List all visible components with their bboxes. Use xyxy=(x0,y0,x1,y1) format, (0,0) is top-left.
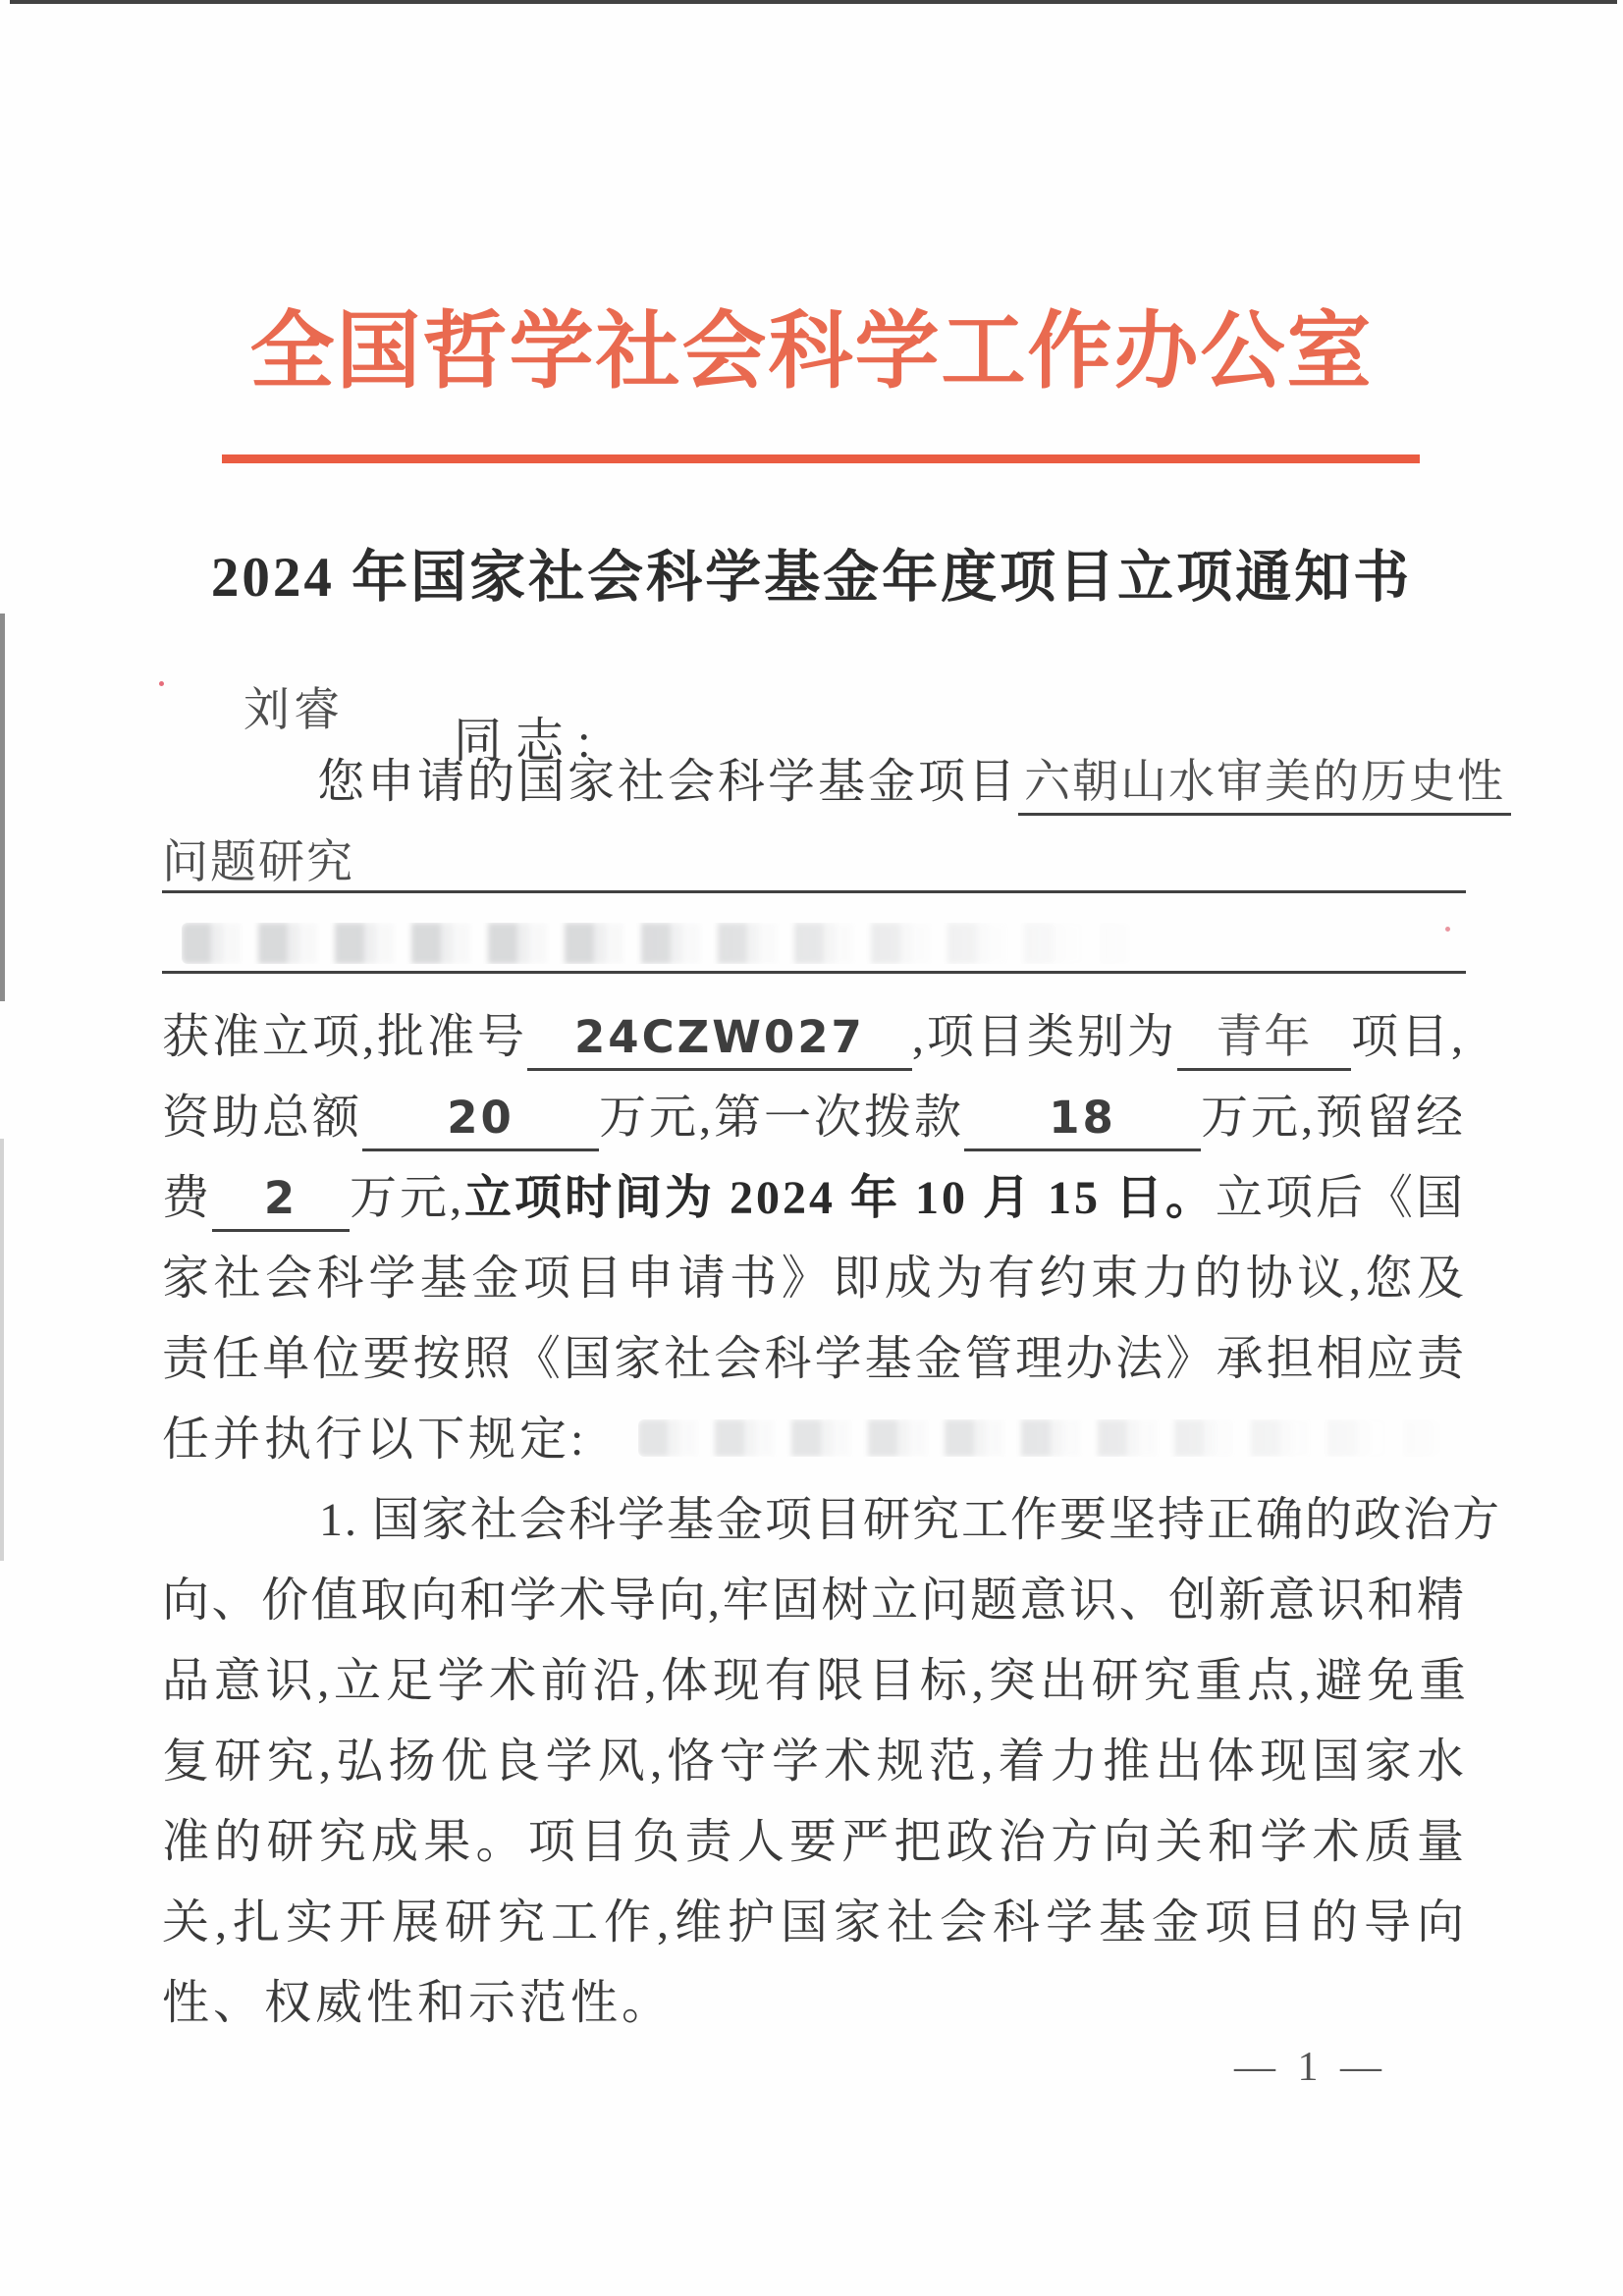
reserved-amount-blank xyxy=(212,1174,350,1232)
scan-edge-left-faint xyxy=(0,1139,4,1561)
reserve-label-1: 费 xyxy=(162,1172,213,1224)
paragraph1-line5: 准的研究成果。项目负责人要严把政治方向关和学术质量 xyxy=(162,1816,1466,1868)
paragraph1-line2: 向、价值取向和学术导向,牢固树立问题意识、创新意识和精 xyxy=(162,1575,1466,1627)
paragraph1-line1: 1. 国家社会科学基金项目研究工作要坚持正确的政治方 xyxy=(319,1494,1502,1546)
approval-number-value: 24CZW027 xyxy=(573,1011,865,1063)
paragraph1-line4: 复研究,弘扬优良学风,恪守学术规范,着力推出体现国家水 xyxy=(162,1735,1466,1788)
letterhead-divider-line xyxy=(222,454,1420,463)
approval-label-1: 获准立项,批准号 xyxy=(162,1011,528,1063)
red-speck xyxy=(159,681,164,686)
project-title-continuation-line xyxy=(162,832,1466,893)
letterhead-office-name: 全国哲学社会科学工作办公室 xyxy=(249,304,1374,399)
category-blank xyxy=(1177,1013,1351,1071)
ink-bleedthrough-smudge xyxy=(638,1419,1463,1457)
body-line-provisions-intro: 任并执行以下规定: xyxy=(162,1414,588,1466)
project-title-blank xyxy=(1018,758,1511,816)
project-title-part1: 六朝山水审美的历史性 xyxy=(1024,757,1506,808)
project-date-bold: 立项时间为 2024 年 10 月 15 日。 xyxy=(464,1172,1217,1224)
funding-label-1: 资助总额 xyxy=(162,1092,363,1144)
total-amount-blank xyxy=(362,1094,599,1151)
approval-label-3: 项目, xyxy=(1350,1011,1466,1063)
salutation-comrade: 同志: xyxy=(454,714,605,768)
recipient-name: 刘睿 xyxy=(243,685,344,736)
funding-label-3: 万元,预留经 xyxy=(1201,1092,1467,1144)
body-line-agreement-2: 责任单位要按照《国家社会科学基金管理办法》承担相应责 xyxy=(162,1333,1466,1385)
approval-label-2: ,项目类别为 xyxy=(911,1011,1177,1063)
page-number: — 1 — xyxy=(1234,2045,1387,2090)
reserve-line xyxy=(162,1168,1466,1229)
funding-label-2: 万元,第一次拨款 xyxy=(599,1092,965,1144)
ink-bleedthrough-smudge xyxy=(182,923,1144,964)
total-amount-value: 20 xyxy=(447,1092,514,1144)
paragraph1-line7: 性、权威性和示范性。 xyxy=(162,1977,674,2029)
document-title: 2024 年国家社会科学基金年度项目立项通知书 xyxy=(210,547,1413,609)
reserved-amount-value: 2 xyxy=(263,1172,298,1224)
body-line-agreement-1: 家社会科学基金项目申请书》即成为有约束力的协议,您及 xyxy=(162,1253,1466,1305)
funding-line xyxy=(162,1088,1466,1148)
reserve-label-2: 万元, xyxy=(350,1172,465,1224)
first-payment-blank xyxy=(964,1094,1201,1151)
scan-edge-left xyxy=(0,614,5,1001)
apply-line xyxy=(162,752,1506,813)
approval-line xyxy=(162,1007,1466,1068)
first-payment-value: 18 xyxy=(1049,1092,1116,1144)
paragraph1-line3: 品意识,立足学术前沿,体现有限目标,突出研究重点,避免重 xyxy=(162,1655,1466,1707)
category-value: 青年 xyxy=(1216,1012,1313,1063)
project-title-part2: 问题研究 xyxy=(162,837,354,888)
scan-edge-top xyxy=(10,0,1617,4)
paragraph1-line6: 关,扎实开展研究工作,维护国家社会科学基金项目的导向 xyxy=(162,1896,1466,1949)
apply-label: 您申请的国家社会科学基金项目 xyxy=(317,756,1019,808)
reserve-label-3: 立项后《国 xyxy=(1216,1172,1467,1224)
approval-number-blank xyxy=(527,1013,912,1071)
